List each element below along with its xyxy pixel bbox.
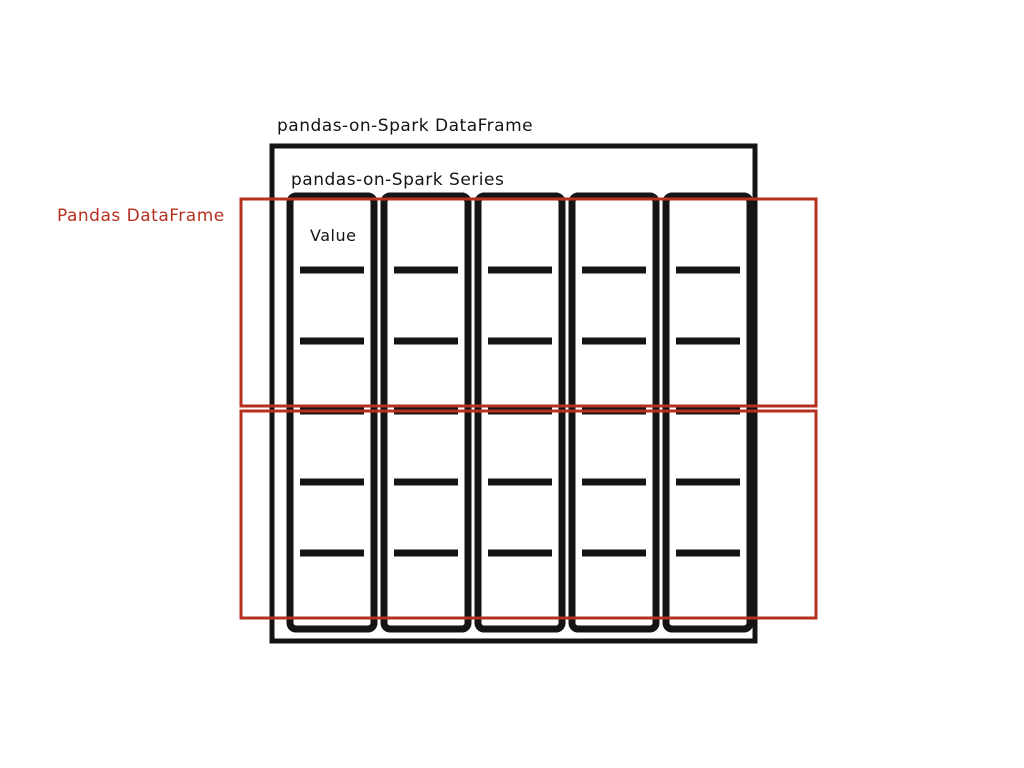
pandas-dataframe-box-bottom	[241, 411, 816, 618]
value-label: Value	[310, 226, 357, 245]
ps-series-label: pandas-on-Spark Series	[291, 170, 505, 190]
ps-dataframe-outer-box	[272, 146, 755, 641]
pandas-dataframe-label: Pandas DataFrame	[57, 206, 225, 226]
ps-dataframe-label: pandas-on-Spark DataFrame	[277, 116, 534, 136]
